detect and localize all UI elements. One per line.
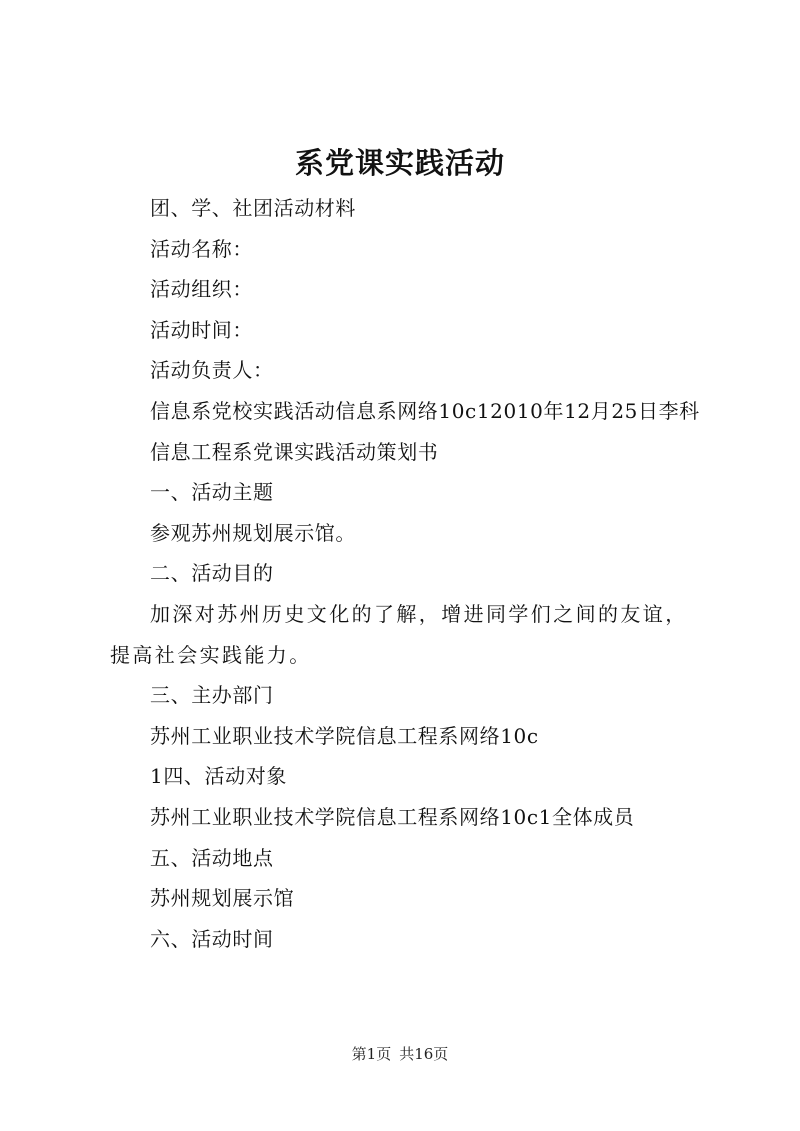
paragraph-activity-time-field: 活动时间：: [150, 317, 253, 342]
section-heading-location: 五、活动地点: [150, 845, 274, 870]
paragraph-plan-title: 信息工程系党课实践活动策划书: [150, 439, 439, 464]
document-body: [110, 188, 700, 959]
paragraph-organizer: 苏州工业职业技术学院信息工程系网络10c: [150, 723, 539, 748]
section-heading-theme: 一、活动主题: [150, 480, 274, 505]
paragraph-activity-name: 活动名称：: [150, 236, 253, 261]
page-footer: [0, 1043, 800, 1065]
paragraph-purpose: 加深对苏州历史文化的了解，增进同学们之间的友谊，提高社会实践能力。: [110, 601, 688, 667]
page-total: 共16页: [399, 1045, 449, 1063]
section-heading-target: 1四、活动对象: [150, 764, 287, 789]
paragraph-activity-organizer: 活动组织：: [150, 277, 253, 302]
paragraph-target: 苏州工业职业技术学院信息工程系网络10c1全体成员: [150, 804, 635, 829]
document-title: 系党课实践活动: [294, 146, 505, 180]
page-number: 第1页: [351, 1045, 392, 1063]
section-heading-purpose: 二、活动目的: [150, 561, 274, 586]
paragraph-activity-leader: 活动负责人：: [150, 358, 274, 383]
paragraph-location: 苏州规划展示馆: [150, 886, 295, 911]
paragraph-materials-heading: 团、学、社团活动材料: [150, 196, 356, 220]
section-heading-organizer: 三、主办部门: [150, 683, 274, 708]
paragraph-theme: 参观苏州规划展示馆。: [150, 520, 356, 545]
paragraph-party-school-info: 信息系党校实践活动信息系网络10c12010年12月25日李科: [150, 398, 700, 423]
section-heading-time: 六、活动时间: [150, 926, 274, 951]
